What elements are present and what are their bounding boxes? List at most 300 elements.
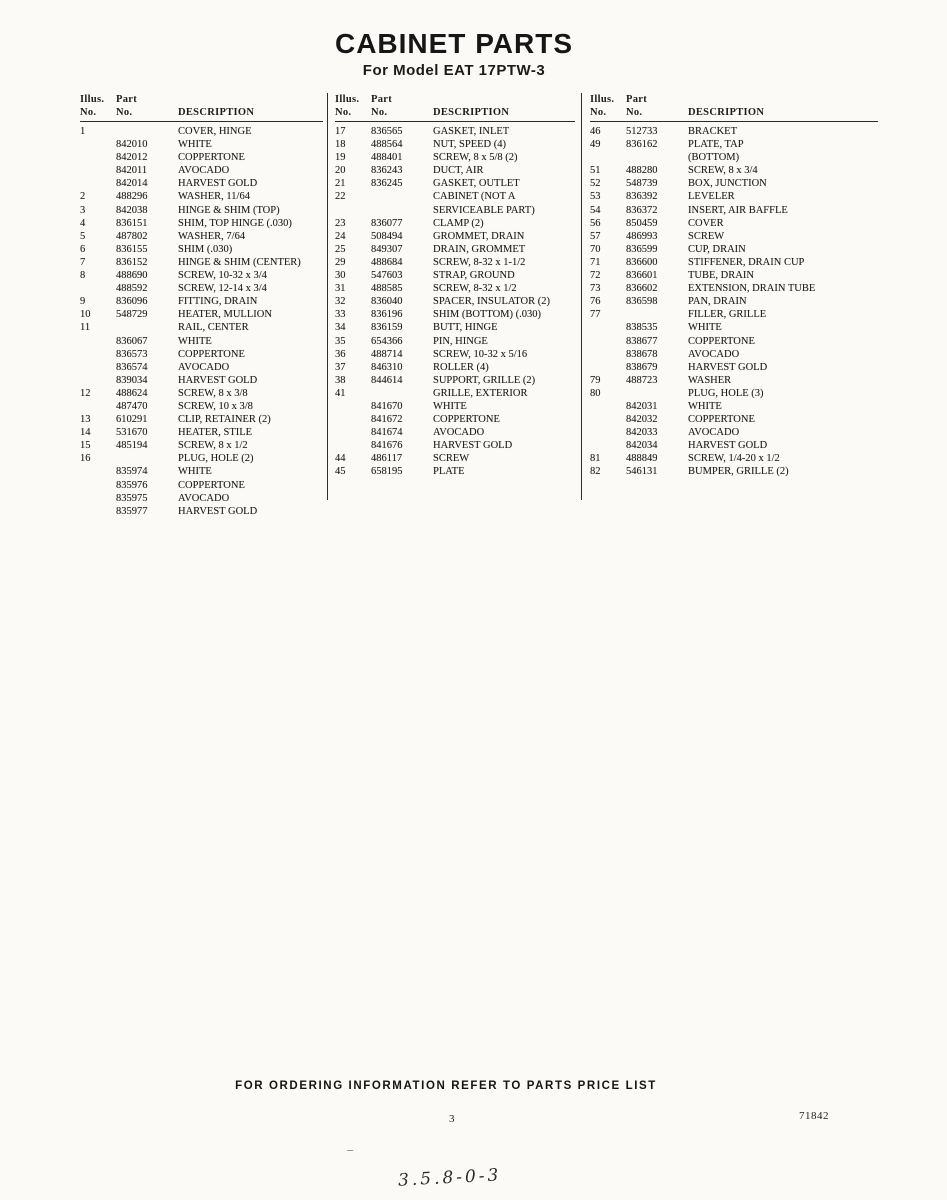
- illus-no: 57: [590, 230, 601, 242]
- table-row: [335, 426, 575, 439]
- table-row: [335, 439, 575, 452]
- illus-no: [335, 439, 365, 452]
- illus-no: 49: [590, 139, 601, 151]
- part-description: FITTING, DRAIN: [178, 296, 258, 308]
- part-no: 488684: [371, 256, 403, 268]
- table-row: [80, 204, 323, 217]
- illus-no: 8: [80, 270, 86, 282]
- part-no: 842014: [116, 178, 148, 190]
- part-description: PLUG, HOLE (3): [688, 387, 764, 399]
- table-row: [590, 374, 878, 387]
- part-no: 654366: [371, 335, 403, 347]
- table-row: [590, 426, 878, 439]
- table-row: [590, 151, 878, 164]
- part-no: 836096: [116, 296, 148, 308]
- no-header-label: No.: [590, 107, 607, 118]
- illus-no: 22: [335, 191, 346, 203]
- table-row: [590, 190, 878, 203]
- illus-no: [590, 413, 620, 426]
- illus-no: 19: [335, 152, 346, 164]
- description-header-label: DESCRIPTION: [433, 107, 510, 118]
- part-no: 835974: [116, 466, 148, 478]
- part-no: 488280: [626, 165, 658, 177]
- part-no: 488564: [371, 139, 403, 151]
- illus-no: 10: [80, 309, 91, 321]
- part-no: [371, 190, 427, 203]
- table-row: [590, 256, 878, 269]
- part-description: COPPERTONE: [688, 335, 755, 347]
- table-row: [335, 361, 575, 374]
- no-header-label: No.: [80, 107, 97, 118]
- illus-no: 5: [80, 230, 86, 242]
- part-description: WASHER: [688, 374, 732, 386]
- part-description: SCREW: [433, 453, 470, 465]
- part-description: HARVEST GOLD: [433, 440, 513, 452]
- illus-no: [335, 426, 365, 439]
- part-description: WASHER, 7/64: [178, 230, 246, 242]
- table-row: [80, 452, 323, 465]
- part-no: 838679: [626, 361, 658, 373]
- column-header: [80, 93, 323, 122]
- illus-no: [590, 361, 620, 374]
- stray-dash-mark: –: [347, 1142, 353, 1156]
- part-description: HARVEST GOLD: [688, 361, 768, 373]
- parts-column-2: [335, 93, 575, 479]
- part-description: SCREW, 10 x 3/8: [178, 400, 253, 412]
- illus-no: [80, 374, 110, 387]
- part-description: AVOCADO: [688, 427, 740, 439]
- illus-no: 45: [335, 466, 346, 478]
- table-row: [590, 413, 878, 426]
- table-row: [80, 426, 323, 439]
- illus-header-label: Illus.: [335, 94, 360, 105]
- part-description: COVER, HINGE: [178, 126, 252, 137]
- part-no: 842038: [116, 204, 148, 216]
- table-row: [335, 321, 575, 334]
- part-no: 842034: [626, 440, 658, 452]
- illus-no: [590, 439, 620, 452]
- part-no: 487802: [116, 230, 148, 242]
- illus-no: 53: [590, 191, 601, 203]
- table-row: [590, 204, 878, 217]
- table-row: [590, 164, 878, 177]
- part-no: 512733: [626, 126, 658, 137]
- part-no: 838678: [626, 348, 658, 360]
- part-description: NUT, SPEED (4): [433, 139, 507, 151]
- table-row: [335, 204, 575, 217]
- part-description: HARVEST GOLD: [178, 505, 258, 517]
- table-row: [590, 400, 878, 413]
- description-header-label: DESCRIPTION: [178, 107, 255, 118]
- table-row: [80, 230, 323, 243]
- document-number: 71842: [799, 1110, 829, 1122]
- illus-no: 37: [335, 361, 346, 373]
- illus-no: [80, 177, 110, 190]
- header-line-2: [80, 106, 323, 119]
- illus-no: 23: [335, 217, 346, 229]
- illus-no: 80: [590, 387, 601, 399]
- part-no: 835975: [116, 492, 148, 504]
- part-no: 486993: [626, 230, 658, 242]
- part-no: 836392: [626, 191, 658, 203]
- part-description: PIN, HINGE: [433, 335, 488, 347]
- illus-no: 21: [335, 178, 346, 190]
- table-row: [80, 348, 323, 361]
- part-description: SCREW, 8 x 1/2: [178, 440, 248, 452]
- table-row: [80, 282, 323, 295]
- part-description: COPPERTONE: [178, 348, 245, 360]
- no-header-label: No.: [626, 107, 643, 118]
- illus-no: 52: [590, 178, 601, 190]
- part-description: COPPERTONE: [433, 414, 500, 426]
- table-row: [335, 125, 575, 138]
- illus-no: 29: [335, 256, 346, 268]
- part-description: HARVEST GOLD: [178, 178, 258, 190]
- illus-no: 34: [335, 322, 346, 334]
- header-line-1: [590, 93, 878, 106]
- column-divider: [327, 93, 328, 500]
- part-no: 842010: [116, 139, 148, 151]
- part-no: 836040: [371, 296, 403, 308]
- part-no: 836599: [626, 243, 658, 255]
- part-no: [116, 452, 172, 465]
- part-description: SUPPORT, GRILLE (2): [433, 374, 536, 386]
- part-no: 836573: [116, 348, 148, 360]
- table-row: [335, 295, 575, 308]
- illus-header-label: Illus.: [590, 94, 615, 105]
- illus-no: [590, 151, 620, 164]
- part-header-label: Part: [626, 94, 648, 105]
- part-description: SHIM (.030): [178, 243, 233, 255]
- illus-no: [80, 361, 110, 374]
- table-row: [80, 400, 323, 413]
- part-description: SCREW, 8 x 3/8: [178, 387, 248, 399]
- table-row: [590, 308, 878, 321]
- page-title: CABINET PARTS: [334, 28, 574, 59]
- table-row: [80, 177, 323, 190]
- part-no: 842033: [626, 427, 658, 439]
- illus-header-label: Illus.: [80, 94, 105, 105]
- part-no: 488624: [116, 387, 148, 399]
- part-description: HINGE & SHIM (CENTER): [178, 256, 301, 268]
- part-no: 836372: [626, 204, 658, 216]
- table-row: [80, 125, 323, 138]
- illus-no: 12: [80, 387, 91, 399]
- part-header-label: Part: [371, 94, 393, 105]
- masthead: [0, 28, 908, 79]
- part-description: SHIM (BOTTOM) (.030): [433, 309, 542, 321]
- part-description: COPPERTONE: [178, 479, 245, 491]
- illus-no: 79: [590, 374, 601, 386]
- parts-column-rows: [335, 125, 575, 479]
- part-description: ROLLER (4): [433, 361, 489, 373]
- table-row: [335, 335, 575, 348]
- table-row: [590, 243, 878, 256]
- part-description: HEATER, STILE: [178, 427, 253, 439]
- part-no: 488592: [116, 283, 148, 295]
- part-no: 836602: [626, 283, 658, 295]
- part-description: GASKET, INLET: [433, 126, 510, 137]
- part-no: 487470: [116, 400, 148, 412]
- illus-no: 14: [80, 427, 91, 439]
- table-row: [590, 465, 878, 478]
- table-row: [80, 295, 323, 308]
- header-line-2: [335, 106, 575, 119]
- table-row: [590, 230, 878, 243]
- part-no: 841670: [371, 400, 403, 412]
- part-no: 836152: [116, 256, 148, 268]
- part-description: EXTENSION, DRAIN TUBE: [688, 283, 816, 295]
- part-no: 485194: [116, 440, 148, 452]
- part-no: [371, 204, 427, 217]
- illus-no: [80, 164, 110, 177]
- part-description: DUCT, AIR: [433, 165, 484, 177]
- illus-no: 6: [80, 243, 86, 255]
- part-no: [626, 387, 682, 400]
- part-no: [116, 321, 172, 334]
- parts-column-3: [590, 93, 878, 479]
- table-row: [80, 164, 323, 177]
- part-description: COPPERTONE: [178, 152, 245, 164]
- part-header-label: Part: [116, 94, 138, 105]
- part-description: SCREW, 8 x 3/4: [688, 165, 758, 177]
- table-row: [80, 335, 323, 348]
- table-row: [335, 374, 575, 387]
- part-no: 838677: [626, 335, 658, 347]
- table-row: [335, 282, 575, 295]
- illus-no: [80, 335, 110, 348]
- illus-no: [590, 426, 620, 439]
- illus-no: [590, 400, 620, 413]
- table-row: [335, 164, 575, 177]
- illus-no: 17: [335, 126, 346, 137]
- illus-no: 54: [590, 204, 601, 216]
- page-number: 3: [449, 1113, 455, 1125]
- illus-no: 41: [335, 387, 346, 399]
- illus-no: 76: [590, 296, 601, 308]
- table-row: [335, 452, 575, 465]
- part-description: SERVICEABLE PART): [433, 204, 535, 216]
- table-row: [80, 413, 323, 426]
- part-description: PLATE: [433, 466, 465, 478]
- description-header-label: DESCRIPTION: [688, 107, 765, 118]
- illus-no: 32: [335, 296, 346, 308]
- illus-no: 46: [590, 126, 601, 137]
- table-row: [590, 321, 878, 334]
- part-description: WHITE: [178, 466, 212, 478]
- illus-no: 18: [335, 139, 346, 151]
- table-row: [335, 230, 575, 243]
- part-no: 531670: [116, 427, 148, 439]
- table-row: [335, 256, 575, 269]
- part-description: BRACKET: [688, 126, 738, 137]
- table-row: [590, 125, 878, 138]
- part-no: 836600: [626, 256, 658, 268]
- part-description: STRAP, GROUND: [433, 270, 515, 282]
- part-description: GROMMET, DRAIN: [433, 230, 525, 242]
- part-no: 842032: [626, 414, 658, 426]
- table-row: [80, 387, 323, 400]
- table-row: [80, 361, 323, 374]
- header-line-1: [335, 93, 575, 106]
- part-description: SCREW, 10-32 x 3/4: [178, 270, 267, 282]
- table-row: [80, 256, 323, 269]
- part-description: SHIM, TOP HINGE (.030): [178, 217, 292, 229]
- part-description: AVOCADO: [178, 165, 230, 177]
- part-no: 836574: [116, 361, 148, 373]
- illus-no: [80, 400, 110, 413]
- part-no: 488296: [116, 191, 148, 203]
- part-no: 610291: [116, 414, 148, 426]
- illus-no: 81: [590, 453, 601, 465]
- table-row: [335, 217, 575, 230]
- part-no: 836245: [371, 178, 403, 190]
- table-row: [80, 479, 323, 492]
- part-no: [116, 125, 172, 138]
- model-subtitle: For Model EAT 17PTW-3: [362, 62, 546, 79]
- part-description: SCREW, 8 x 5/8 (2): [433, 152, 518, 164]
- table-row: [590, 348, 878, 361]
- table-row: [590, 335, 878, 348]
- part-no: 838535: [626, 322, 658, 334]
- handwritten-annotation: 3.5.8-0-3: [397, 1165, 502, 1191]
- illus-no: [80, 505, 110, 518]
- part-description: FILLER, GRILLE: [688, 309, 767, 321]
- header-line-2: [590, 106, 878, 119]
- part-description: HARVEST GOLD: [688, 440, 768, 452]
- part-description: PLATE, TAP: [688, 139, 744, 151]
- part-description: RAIL, CENTER: [178, 322, 249, 334]
- part-no: 836601: [626, 270, 658, 282]
- part-description: CLAMP (2): [433, 217, 484, 229]
- part-description: HARVEST GOLD: [178, 374, 258, 386]
- table-row: [80, 190, 323, 203]
- part-description: HEATER, MULLION: [178, 309, 272, 321]
- illus-no: 7: [80, 256, 86, 268]
- part-description: DRAIN, GROMMET: [433, 243, 526, 255]
- table-row: [335, 138, 575, 151]
- illus-no: 11: [80, 322, 91, 334]
- illus-no: [80, 348, 110, 361]
- column-header: [590, 93, 878, 122]
- illus-no: 20: [335, 165, 346, 177]
- part-description: BUTT, HINGE: [433, 322, 498, 334]
- part-no: 546131: [626, 466, 658, 478]
- table-row: [80, 243, 323, 256]
- table-row: [80, 269, 323, 282]
- part-no: 842012: [116, 152, 148, 164]
- part-no: 849307: [371, 243, 403, 255]
- part-description: AVOCADO: [178, 361, 230, 373]
- illus-no: 44: [335, 453, 346, 465]
- table-row: [335, 269, 575, 282]
- illus-no: 35: [335, 335, 346, 347]
- part-no: 841674: [371, 427, 403, 439]
- column-divider: [581, 93, 582, 500]
- table-row: [80, 138, 323, 151]
- part-no: 835976: [116, 479, 148, 491]
- table-row: [590, 439, 878, 452]
- table-row: [335, 308, 575, 321]
- part-description: LEVELER: [688, 191, 735, 203]
- table-row: [335, 151, 575, 164]
- illus-no: 38: [335, 374, 346, 386]
- illus-no: [335, 400, 365, 413]
- part-no: 836162: [626, 139, 658, 151]
- illus-no: 73: [590, 283, 601, 295]
- part-no: 548739: [626, 178, 658, 190]
- part-description: AVOCADO: [433, 427, 485, 439]
- no-header-label: No.: [371, 107, 388, 118]
- part-no: 836565: [371, 126, 403, 137]
- part-description: GRILLE, EXTERIOR: [433, 387, 528, 399]
- part-no: 836067: [116, 335, 148, 347]
- part-description: SCREW: [688, 230, 725, 242]
- illus-no: [335, 204, 365, 217]
- part-no: 658195: [371, 466, 403, 478]
- table-row: [80, 321, 323, 334]
- part-no: 548729: [116, 309, 148, 321]
- part-description: PAN, DRAIN: [688, 296, 747, 308]
- illus-no: 16: [80, 453, 91, 465]
- part-description: WHITE: [178, 335, 212, 347]
- column-header: [335, 93, 575, 122]
- table-row: [590, 452, 878, 465]
- part-description: CUP, DRAIN: [688, 243, 746, 255]
- table-row: [335, 465, 575, 478]
- part-description: TUBE, DRAIN: [688, 270, 754, 282]
- table-row: [80, 217, 323, 230]
- part-description: (BOTTOM): [688, 152, 740, 164]
- part-description: SCREW, 8-32 x 1-1/2: [433, 256, 526, 268]
- part-description: PLUG, HOLE (2): [178, 453, 254, 465]
- part-description: WHITE: [178, 139, 212, 151]
- table-row: [590, 138, 878, 151]
- illus-no: 70: [590, 243, 601, 255]
- part-no: 842011: [116, 165, 148, 177]
- table-row: [335, 190, 575, 203]
- table-row: [335, 348, 575, 361]
- part-no: 850459: [626, 217, 658, 229]
- illus-no: [335, 413, 365, 426]
- illus-no: [80, 465, 110, 478]
- illus-no: [80, 151, 110, 164]
- illus-no: 2: [80, 191, 86, 203]
- parts-column-rows: [590, 125, 878, 479]
- part-no: 488401: [371, 152, 403, 164]
- part-no: 836159: [371, 322, 403, 334]
- part-no: 842031: [626, 400, 658, 412]
- part-no: 844614: [371, 374, 403, 386]
- parts-column-rows: [80, 125, 323, 518]
- table-row: [80, 308, 323, 321]
- illus-no: 33: [335, 309, 346, 321]
- illus-no: 3: [80, 204, 86, 216]
- ordering-note: FOR ORDERING INFORMATION REFER TO PARTS PRICE LIST: [235, 1080, 657, 1092]
- part-no: 488714: [371, 348, 403, 360]
- illus-no: [80, 479, 110, 492]
- part-no: 836196: [371, 309, 403, 321]
- table-row: [80, 439, 323, 452]
- part-description: SCREW, 10-32 x 5/16: [433, 348, 528, 360]
- table-row: [80, 465, 323, 478]
- part-no: 488690: [116, 270, 148, 282]
- part-no: [626, 151, 682, 164]
- part-no: 547603: [371, 270, 403, 282]
- illus-no: [80, 138, 110, 151]
- part-description: WASHER, 11/64: [178, 191, 250, 203]
- part-no: 839034: [116, 374, 148, 386]
